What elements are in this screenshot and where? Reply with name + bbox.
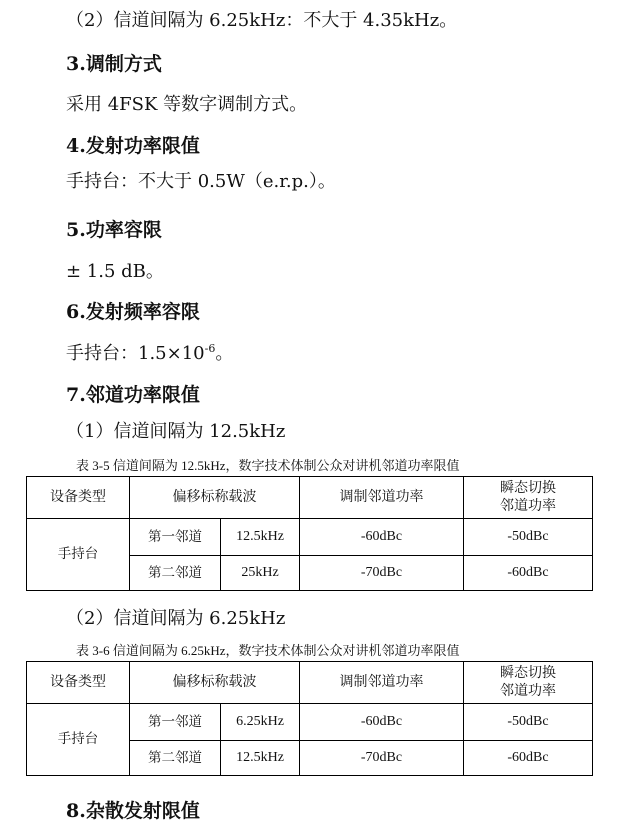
freq-tolerance-base: 手持台：1.5×10 — [66, 343, 205, 364]
table-3-6-caption: 表 3-6 信道间隔为 6.25kHz，数字技术体制公众对讲机邻道功率限值 — [76, 643, 460, 658]
header-transient-line1: 瞬态切换 — [500, 665, 556, 681]
header-mod-adjacent-power: 调制邻道功率 — [300, 477, 464, 519]
header-device-type: 设备类型 — [27, 662, 130, 704]
header-transient-line1: 瞬态切换 — [500, 480, 556, 496]
cell-offset-freq: 25kHz — [221, 556, 300, 591]
heading-adjacent-channel-power: 7.邻道功率限值 — [66, 384, 200, 406]
cell-mod-power: -60dBc — [300, 519, 464, 556]
header-device-type: 设备类型 — [27, 477, 130, 519]
cell-transient-power: -60dBc — [464, 741, 593, 776]
paragraph-tx-power-limit: 手持台：不大于 0.5W（e.r.p.）。 — [66, 171, 336, 192]
cell-transient-power: -50dBc — [464, 704, 593, 741]
cell-offset-freq: 12.5kHz — [221, 741, 300, 776]
header-offset: 偏移标称载波 — [130, 477, 300, 519]
table-header-row — [27, 477, 593, 519]
header-mod-adjacent-power: 调制邻道功率 — [300, 662, 464, 704]
header-transient-adjacent-power — [464, 477, 593, 519]
cell-offset-freq: 12.5kHz — [221, 519, 300, 556]
cell-offset-freq: 6.25kHz — [221, 704, 300, 741]
heading-tx-power-limit: 4.发射功率限值 — [66, 135, 200, 157]
table-header-row — [27, 662, 593, 704]
table-3-5-caption: 表 3-5 信道间隔为 12.5kHz，数字技术体制公众对讲机邻道功率限值 — [76, 458, 460, 473]
paragraph-power-tolerance: ± 1.5 dB。 — [66, 261, 164, 282]
cell-transient-power: -60dBc — [464, 556, 593, 591]
cell-device: 手持台 — [27, 519, 130, 591]
heading-frequency-tolerance: 6.发射频率容限 — [66, 301, 200, 323]
table-row — [27, 704, 593, 741]
paragraph-channel-spacing-12-5: （1）信道间隔为 12.5kHz — [66, 421, 286, 442]
table-3-6 — [26, 661, 593, 776]
header-transient-adjacent-power — [464, 662, 593, 704]
table-row — [27, 519, 593, 556]
heading-spurious-emission: 8.杂散发射限值 — [66, 800, 200, 822]
cell-transient-power: -50dBc — [464, 519, 593, 556]
cell-channel: 第二邻道 — [130, 741, 221, 776]
cell-mod-power: -70dBc — [300, 556, 464, 591]
header-transient-line2: 邻道功率 — [500, 497, 556, 514]
freq-tolerance-exponent: -6 — [204, 342, 216, 355]
heading-modulation: 3.调制方式 — [66, 53, 162, 75]
cell-channel: 第一邻道 — [130, 704, 221, 741]
cell-mod-power: -60dBc — [300, 704, 464, 741]
cell-device: 手持台 — [27, 704, 130, 776]
paragraph-frequency-tolerance — [66, 339, 233, 365]
paragraph-channel-spacing-6-25: （2）信道间隔为 6.25kHz：不大于 4.35kHz。 — [66, 10, 458, 31]
paragraph-channel-spacing-6-25-acp: （2）信道间隔为 6.25kHz — [66, 608, 286, 629]
header-offset: 偏移标称载波 — [130, 662, 300, 704]
table-3-5 — [26, 476, 593, 591]
header-transient-line2: 邻道功率 — [500, 682, 556, 699]
cell-channel: 第一邻道 — [130, 519, 221, 556]
heading-power-tolerance: 5.功率容限 — [66, 219, 162, 241]
paragraph-modulation: 采用 4FSK 等数字调制方式。 — [66, 94, 308, 115]
cell-mod-power: -70dBc — [300, 741, 464, 776]
freq-tolerance-end: 。 — [215, 343, 234, 364]
cell-channel: 第二邻道 — [130, 556, 221, 591]
